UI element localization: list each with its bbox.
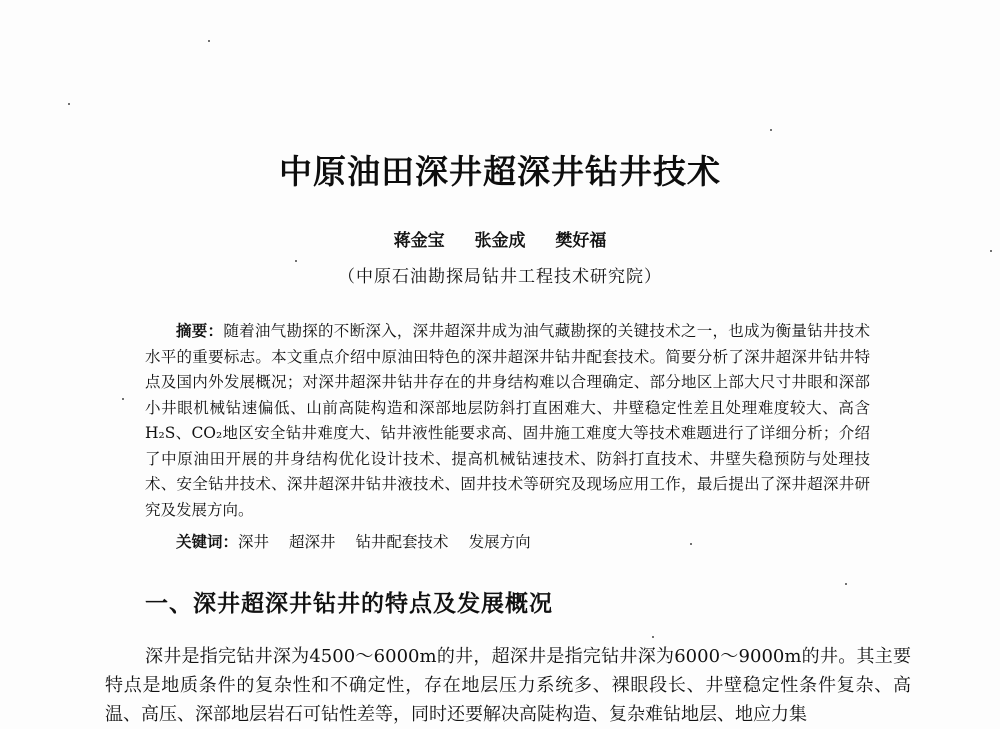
keywords-label: 关键词： xyxy=(176,532,239,551)
abstract-label: 摘要： xyxy=(176,321,224,340)
author-list xyxy=(0,226,1000,251)
scan-speck xyxy=(690,543,692,545)
keywords xyxy=(176,530,551,552)
scan-speck xyxy=(652,636,654,638)
abstract-text: 随着油气勘探的不断深入，深井超深井成为油气藏勘探的关键技术之一，也成为衡量钻井技术水平的重要标志。本文重点介绍中原油田特色的深井超深井钻井配套技术。简要分析了深井超深井钻井特点及国内外发展概况；对深井超深井钻井存在的井身结构难以合理确定、部分地区上部大尺寸井眼和深部小井眼机械钻速偏低、山前高陡构造和深部地层防斜打直困难大、井壁稳定性差且处理难度较大、高含H₂S、CO₂地区安全钻井难度大、钻井液性能要求高、固井施工难度大等技术难题进行了详细分析；介绍了中原油田开展的井身结构优化设计技术、提高机械钻速技术、防斜打直技术、井壁失稳预防与处理技术、安全钻井技术、深井超深井钻井液技术、固井技术等研究及现场应用工作，最后提出了深井超深井研究及发展方向。 xyxy=(145,322,870,519)
keyword: 超深井 xyxy=(289,533,336,551)
scan-speck xyxy=(770,129,772,131)
section-body-text: 深井是指完钻井深为4500～6000m的井，超深井是指完钻井深为6000～9000m的井。其主要特点是地质条件的复杂性和不确定性，存在地层压力系统多、裸眼段长、井壁稳定性条件复杂、高温、高压、深部地层岩石可钻性差等，同时还要解决高陡构造、复杂难钻地层、地应力集 xyxy=(105,646,911,725)
author-name: 蒋金宝 xyxy=(393,231,445,251)
keyword: 深井 xyxy=(238,533,270,551)
author-affiliation: （中原石油勘探局钻井工程技术研究院） xyxy=(338,267,662,287)
scan-speck xyxy=(845,583,847,585)
keyword: 发展方向 xyxy=(468,533,531,551)
section-heading: 一、深井超深井钻井的特点及发展概况 xyxy=(145,591,553,617)
keyword: 钻井配套技术 xyxy=(355,533,449,551)
scan-speck xyxy=(68,103,70,105)
abstract xyxy=(145,318,870,523)
scan-speck xyxy=(208,40,210,42)
author-name: 张金成 xyxy=(474,231,526,251)
scan-speck xyxy=(122,398,124,400)
author-name: 樊好福 xyxy=(555,231,607,251)
paper-title: 中原油田深井超深井钻井技术 xyxy=(279,152,721,191)
